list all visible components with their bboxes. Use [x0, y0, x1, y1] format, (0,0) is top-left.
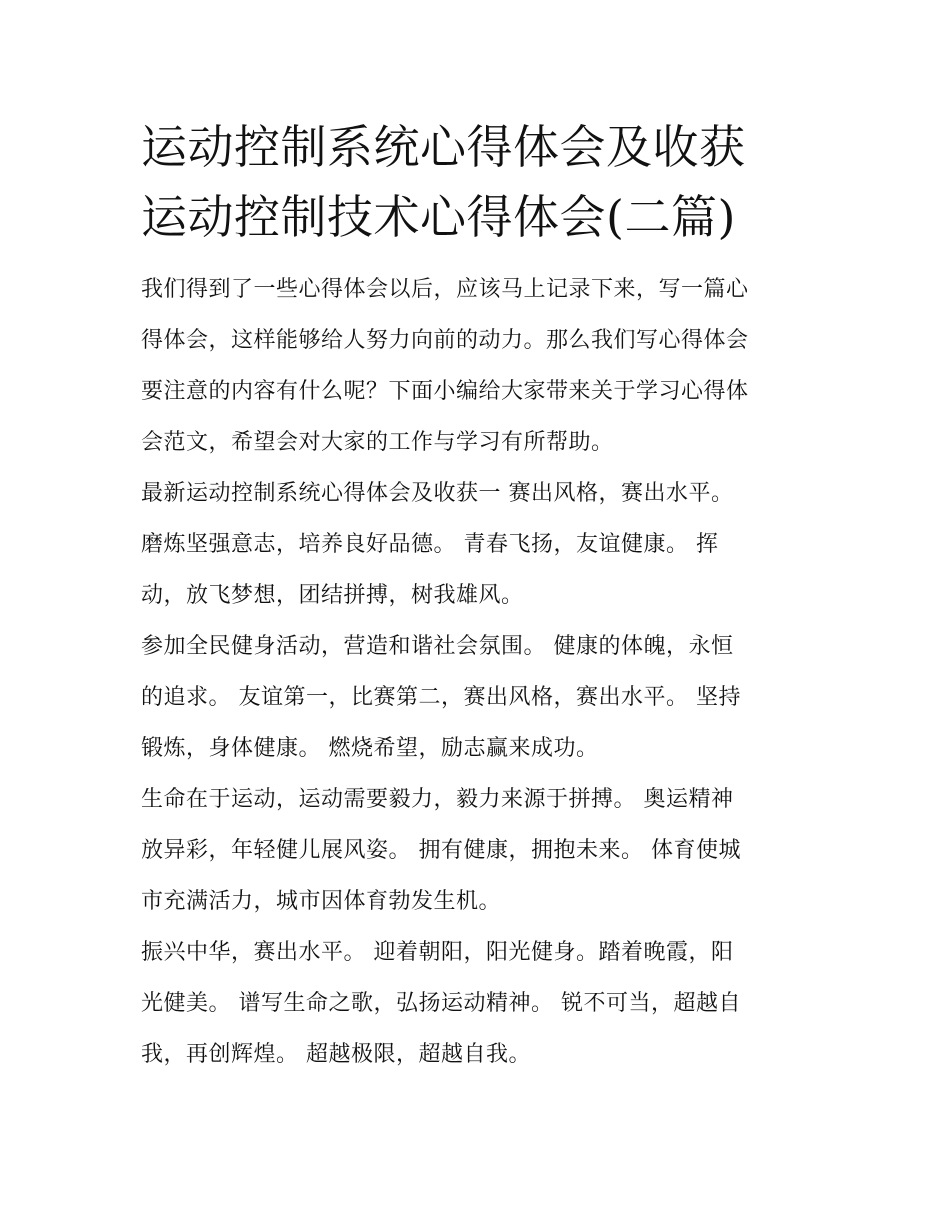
text-line: 动，放飞梦想，团结拼搏，树我雄风。 [141, 583, 524, 608]
text-line: 会范文，希望会对大家的工作与学习有所帮助。 [141, 430, 614, 455]
paragraph [141, 621, 821, 774]
text-line: 我们得到了一些心得体会以后，应该马上记录下来，写一篇心 [141, 277, 749, 302]
text-line: 市充满活力，城市因体育勃发生机。 [141, 889, 502, 914]
paragraph [141, 927, 821, 1080]
text-line: 生命在于运动，运动需要毅力，毅力来源于拼搏。 奥运精神 [141, 787, 734, 812]
text-line: 要注意的内容有什么呢？下面小编给大家带来关于学习心得体 [141, 379, 749, 404]
paragraph [141, 468, 821, 621]
text-line: 锻炼，身体健康。 燃烧希望，励志赢来成功。 [141, 736, 599, 761]
document-title [141, 112, 821, 252]
title-line: 运动控制系统心得体会及收获 [141, 120, 746, 174]
text-line: 磨炼坚强意志，培养良好品德。 青春飞扬，友谊健康。 挥 [141, 532, 719, 557]
title-line: 运动控制技术心得体会(二篇) [141, 190, 736, 244]
document-body [141, 112, 821, 1080]
text-line: 得体会，这样能够给人努力向前的动力。那么我们写心得体会 [141, 328, 749, 353]
text-line: 的追求。 友谊第一，比赛第二，赛出风格，赛出水平。 坚持 [141, 685, 741, 710]
text-line: 最新运动控制系统心得体会及收获一 赛出风格，赛出水平。 [141, 481, 734, 506]
text-line: 振兴中华，赛出水平。 迎着朝阳，阳光健身。踏着晚霞，阳 [141, 940, 734, 965]
text-line: 参加全民健身活动，营造和谐社会氛围。 健康的体魄，永恒 [141, 634, 734, 659]
text-line: 放异彩，年轻健儿展风姿。 拥有健康，拥抱未来。 体育使城 [141, 838, 741, 863]
intro-paragraph [141, 264, 821, 468]
text-line: 光健美。 谱写生命之歌，弘扬运动精神。 锐不可当，超越自 [141, 991, 741, 1016]
text-line: 我，再创辉煌。 超越极限，超越自我。 [141, 1042, 531, 1067]
paragraph [141, 774, 821, 927]
